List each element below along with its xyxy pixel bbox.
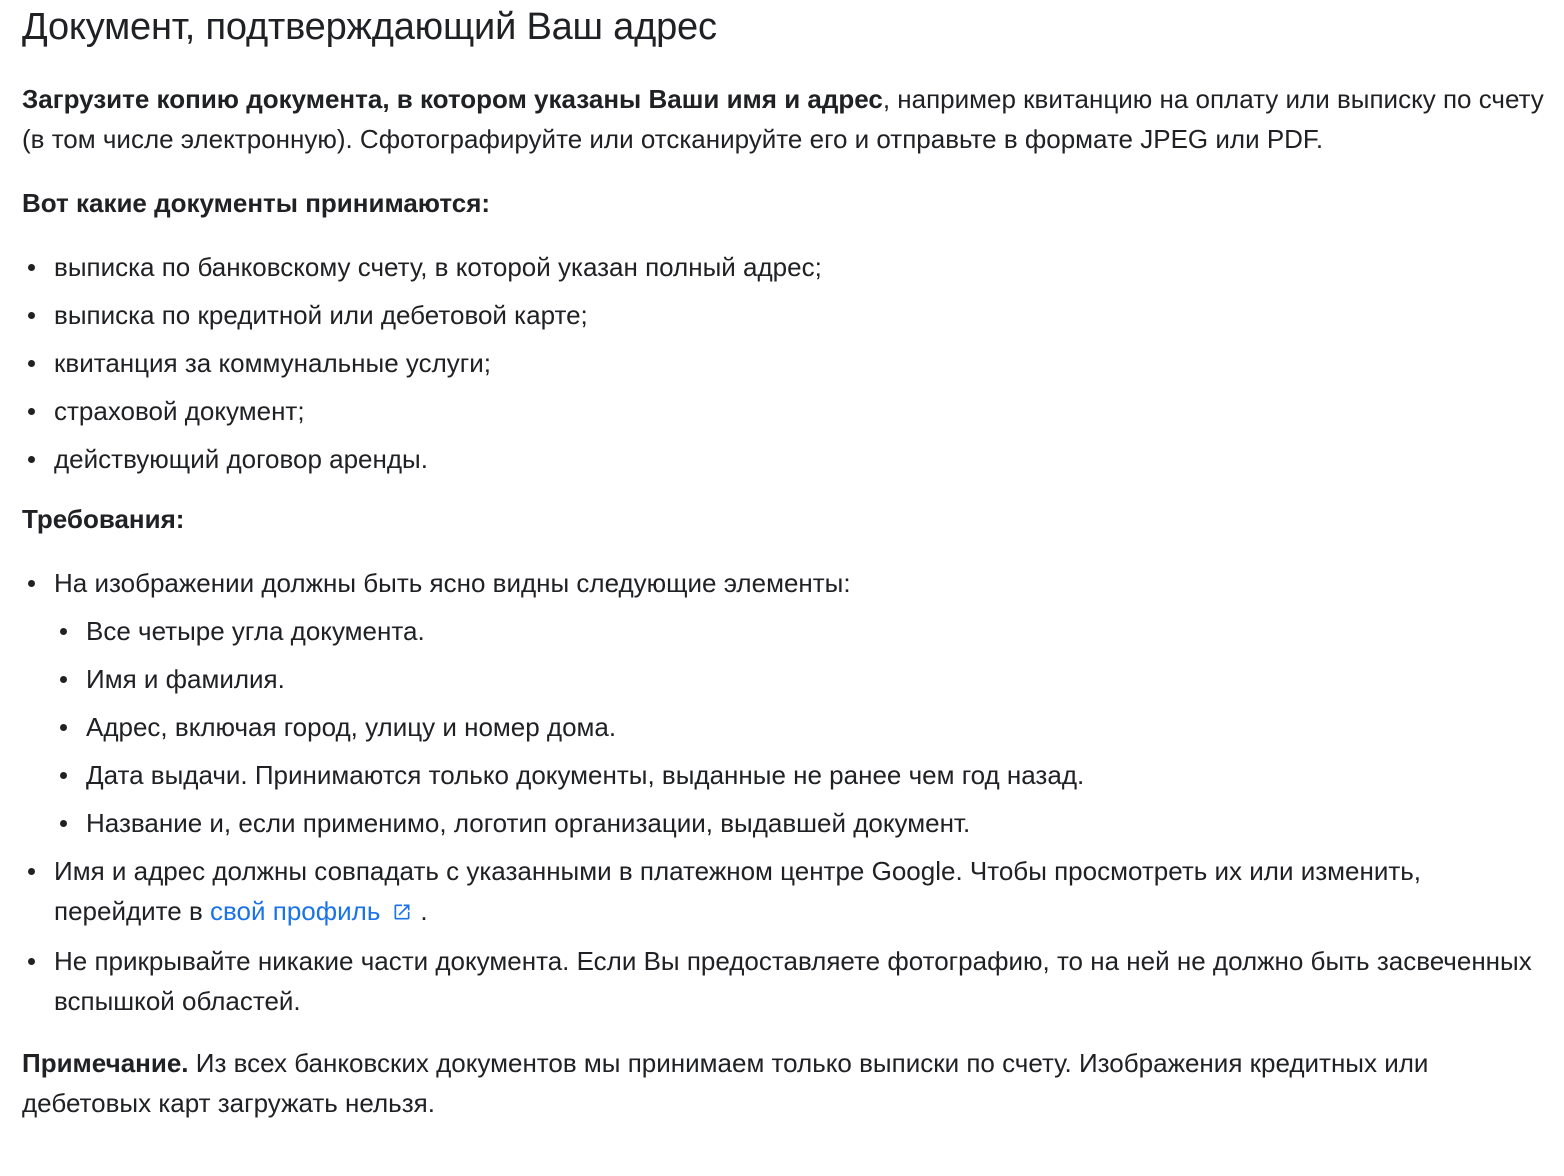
list-item: Имя и фамилия. xyxy=(54,659,1550,699)
intro-bold: Загрузите копию документа, в котором указаны Ваши имя и адрес xyxy=(22,84,883,114)
note-paragraph xyxy=(22,1043,1550,1123)
note-bold: Примечание. xyxy=(22,1048,189,1078)
list-item: Название и, если применимо, логотип организации, выдавшей документ. xyxy=(54,803,1550,843)
intro-paragraph xyxy=(22,79,1550,159)
page-title: Документ, подтверждающий Ваш адрес xyxy=(22,6,717,48)
match-text: Имя и адрес должны совпадать с указанными в платежном центре Google. Чтобы просмотреть их или изменить, перейдите в xyxy=(54,856,1422,926)
list-item: выписка по кредитной или дебетовой карте; xyxy=(22,295,1550,335)
list-item: выписка по банковскому счету, в которой указан полный адрес; xyxy=(22,247,1550,287)
intro-text: , например квитанцию на оплату или выписку по счету (в том числе электронную). Сфотографируйте или отсканируйте его и отправьте в формате JPEG или PDF. xyxy=(22,84,1544,154)
profile-link[interactable] xyxy=(210,896,420,926)
visible-elements-label: На изображении должны быть ясно видны следующие элементы: xyxy=(54,568,851,598)
list-item: Не прикрывайте никакие части документа. Если Вы предоставляете фотографию, то на ней не должно быть засвеченных вспышкой областей. xyxy=(22,941,1550,1021)
list-item: действующий договор аренды. xyxy=(22,439,1550,479)
list-item xyxy=(22,851,1550,933)
requirements-heading: Требования: xyxy=(22,504,185,534)
list-item: страховой документ; xyxy=(22,391,1550,431)
list-item: Все четыре угла документа. xyxy=(54,611,1550,651)
note-text: Из всех банковских документов мы принимаем только выписки по счету. Изображения кредитных или дебетовых карт загружать нельзя. xyxy=(22,1048,1429,1118)
list-item: Адрес, включая город, улицу и номер дома. xyxy=(54,707,1550,747)
requirements-list xyxy=(22,563,1550,1021)
profile-link-label: свой профиль xyxy=(210,896,381,926)
list-item: квитанция за коммунальные услуги; xyxy=(22,343,1550,383)
accepted-heading: Вот какие документы принимаются: xyxy=(22,188,491,218)
list-item: Дата выдачи. Принимаются только документы, выданные не ранее чем год назад. xyxy=(54,755,1550,795)
list-item xyxy=(22,563,1550,843)
visible-elements-list xyxy=(54,611,1550,843)
open-in-new-icon xyxy=(392,893,412,933)
match-after: . xyxy=(420,896,428,926)
accepted-list xyxy=(22,247,1550,479)
